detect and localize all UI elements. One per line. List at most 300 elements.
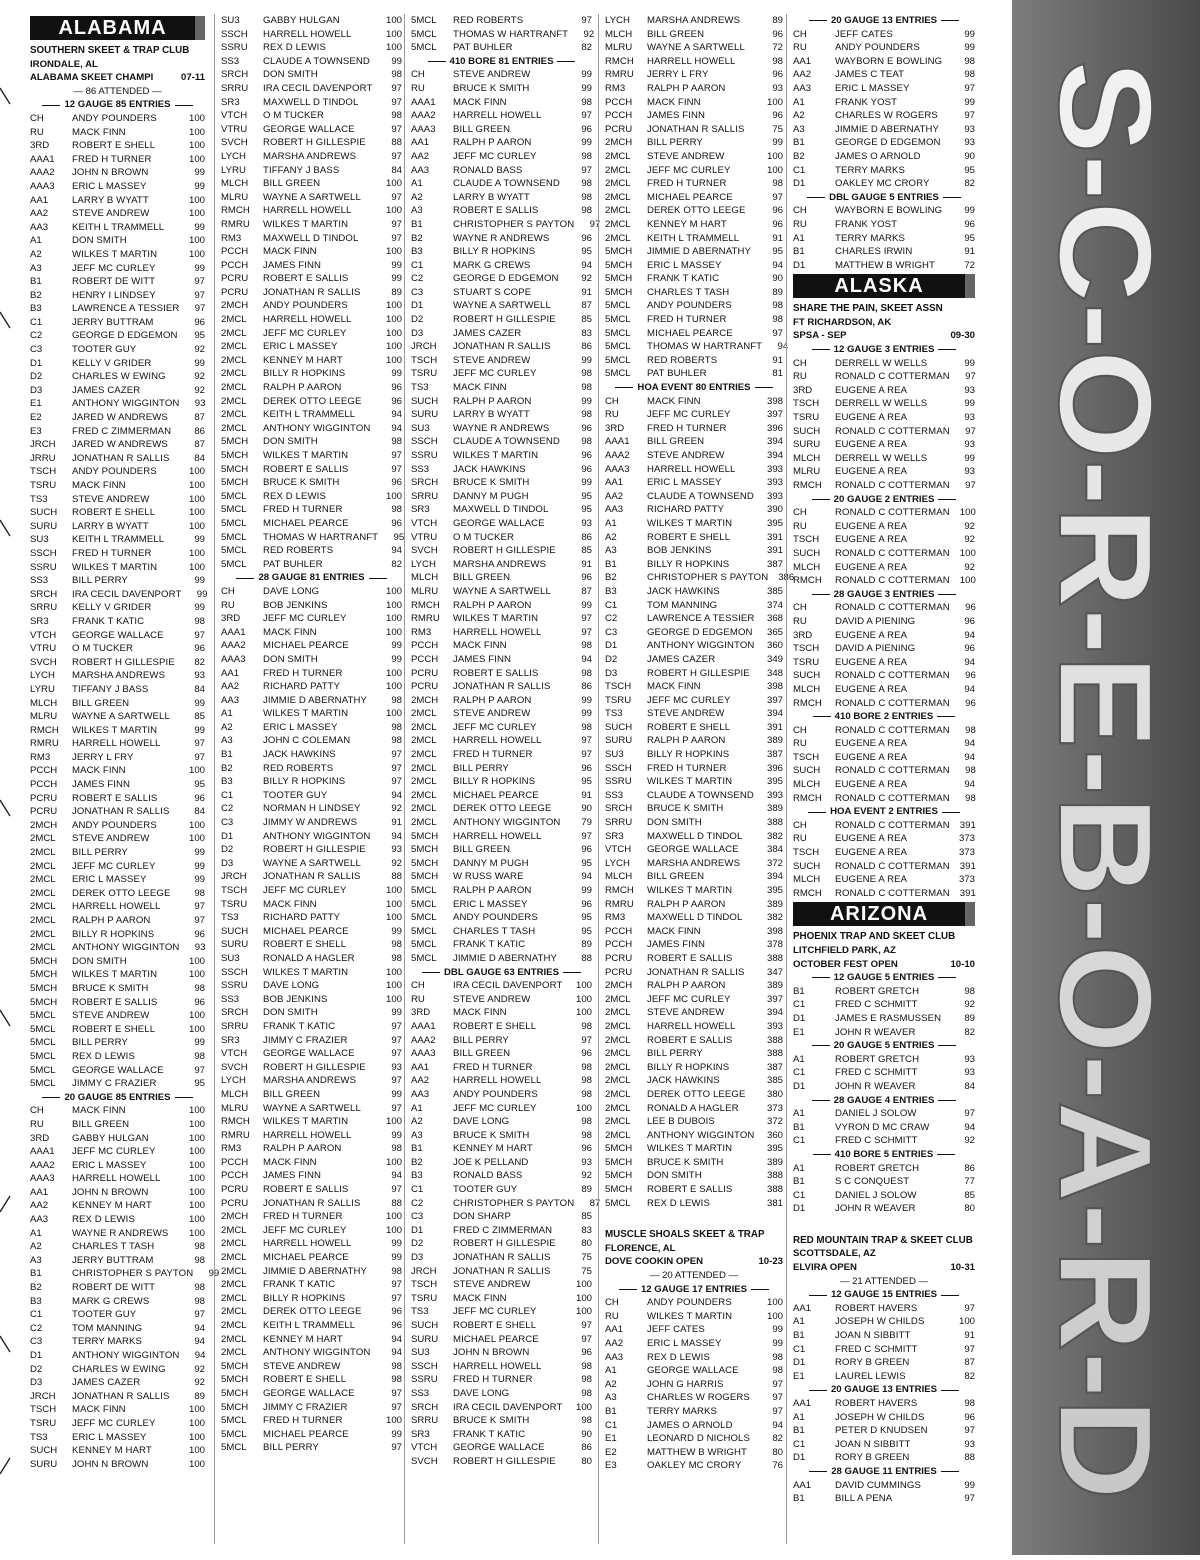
class-code: B1: [411, 1143, 423, 1155]
shooter-name: FRED H TURNER: [72, 153, 152, 165]
class-code: SRRU: [411, 1415, 439, 1427]
result-row: [30, 180, 205, 194]
result-row: [221, 449, 402, 463]
class-code: A3: [30, 262, 42, 274]
result-row: [411, 1265, 592, 1279]
class-code: 2MCL: [605, 1088, 631, 1100]
shooter-name: OAKLEY MC CRORY: [647, 1460, 742, 1472]
class-code: A2: [605, 1378, 617, 1390]
result-row: [793, 1479, 975, 1493]
score: 100: [385, 898, 402, 910]
class-code: SSRU: [605, 776, 632, 788]
score: 82: [391, 558, 402, 570]
score: 97: [391, 1184, 402, 1196]
class-code: RM3: [221, 1143, 242, 1155]
class-code: PCRU: [30, 792, 58, 804]
class-code: RU: [30, 126, 44, 138]
shooter-name: DERRELL W WELLS: [835, 357, 928, 369]
score: 90: [581, 1428, 592, 1440]
result-row: [605, 762, 783, 776]
shooter-name: BILLY R HOPKINS: [72, 928, 155, 940]
result-row: [221, 979, 402, 993]
shooter-name: MAXWELL D TINDOL: [453, 504, 549, 516]
result-row: [221, 191, 402, 205]
shooter-name: ROBERT DE WITT: [72, 1282, 156, 1294]
result-row: [793, 479, 975, 493]
class-code: RMCH: [793, 697, 822, 709]
class-code: SUCH: [411, 395, 439, 407]
shoot-name: DOVE COOKIN OPEN: [605, 1256, 704, 1268]
result-row: [793, 561, 975, 575]
shooter-name: JEFF MC CURLEY: [647, 164, 731, 176]
score: 72: [772, 42, 783, 54]
score: 97: [964, 110, 975, 122]
score: 98: [581, 1129, 592, 1141]
shooter-name: GEORGE WALLACE: [647, 1365, 739, 1377]
score: 92: [194, 344, 205, 356]
shooter-name: CHARLES T TASH: [72, 1241, 155, 1253]
score: 94: [194, 1350, 206, 1361]
class-code: AA3: [605, 504, 624, 516]
event-title: 20 GAUGE 2 ENTRIES: [833, 493, 935, 505]
class-code: C1: [793, 1135, 806, 1147]
shooter-name: ROBERT E SALLIS: [453, 205, 539, 217]
result-row: [605, 1034, 783, 1048]
class-code: RU: [411, 993, 425, 1005]
class-code: LYCH: [605, 15, 630, 26]
shooter-name: BILL PERRY: [72, 847, 128, 859]
class-code: B3: [605, 585, 617, 597]
class-code: 5MCL: [221, 517, 247, 529]
class-code: SS3: [411, 1387, 430, 1399]
score: 388: [766, 817, 783, 829]
shooter-name: THOMAS W HARTRANFT: [647, 341, 763, 353]
result-row: [411, 925, 592, 939]
rule-right: [942, 812, 960, 813]
class-code: SURU: [411, 409, 439, 421]
result-row: [605, 463, 783, 477]
score: 85: [194, 711, 205, 723]
shooter-name: ROBERT E SHELL: [72, 140, 156, 152]
shooter-name: BRUCE K SMITH: [453, 1129, 530, 1141]
result-row: [605, 1074, 783, 1088]
class-code: MLCH: [221, 1088, 249, 1100]
result-row: [605, 123, 783, 137]
class-code: 2MCL: [30, 860, 56, 872]
class-code: 3RD: [793, 629, 813, 641]
result-row: [793, 164, 975, 178]
score: 99: [196, 588, 208, 600]
score: 100: [188, 1173, 205, 1185]
score: 92: [194, 1363, 205, 1375]
class-code: 5MCH: [30, 955, 58, 967]
score: 100: [188, 507, 205, 519]
class-code: 5MCH: [605, 286, 633, 298]
shooter-name: ROBERT H GILLESPIE: [263, 1061, 366, 1073]
score: 97: [964, 1343, 975, 1355]
result-row: [30, 479, 205, 493]
result-row: [793, 887, 975, 901]
class-code: SUCH: [30, 507, 58, 519]
result-row: [411, 734, 592, 748]
shooter-name: WILKES T MARTIN: [263, 450, 349, 461]
score: 97: [581, 110, 592, 122]
shooter-name: BRUCE K SMITH: [453, 82, 530, 94]
class-code: A2: [411, 191, 423, 203]
result-row: [221, 775, 402, 789]
class-code: 2MCL: [411, 776, 437, 788]
score: 382: [766, 830, 783, 842]
result-row: [605, 1419, 783, 1433]
shooter-name: DEREK OTTO LEEGE: [647, 205, 746, 217]
class-code: RMCH: [605, 885, 634, 896]
shooter-name: DANIEL J SOLOW: [835, 1108, 917, 1120]
result-row: [605, 1142, 783, 1156]
shooter-name: CLAUDE A TOWNSEND: [453, 178, 560, 190]
result-row: [30, 1363, 205, 1377]
class-code: E1: [30, 398, 42, 410]
score: 83: [581, 327, 592, 339]
score: 374: [766, 599, 783, 611]
score: 100: [575, 1401, 592, 1413]
score: 80: [772, 1446, 783, 1458]
score: 92: [964, 1135, 975, 1147]
result-row: [411, 911, 592, 925]
shooter-name: KELLY V GRIDER: [72, 357, 152, 369]
shooter-name: WAYNE A SARTWELL: [263, 857, 361, 869]
result-row: [605, 667, 783, 681]
result-row: [30, 669, 205, 683]
result-row: [30, 384, 205, 398]
score: 91: [581, 558, 592, 570]
rule-right: [938, 1045, 956, 1046]
shooter-name: JOE K PELLAND: [453, 1156, 529, 1168]
class-code: C1: [30, 316, 43, 328]
event-header: [793, 493, 975, 507]
shooter-name: FRED H TURNER: [263, 1211, 343, 1223]
shooter-name: JONATHAN R SALLIS: [72, 806, 170, 818]
shooter-name: GEORGE WALLACE: [72, 1064, 164, 1076]
score: 100: [188, 1404, 205, 1416]
score: 96: [581, 898, 592, 910]
result-row: [221, 1346, 402, 1360]
score: 387: [766, 749, 783, 761]
shooter-name: KENNEY M HART: [263, 354, 343, 366]
class-code: 5MCL: [411, 15, 437, 26]
shooter-name: JEFF MC CURLEY: [263, 1224, 347, 1236]
class-code: 5MCL: [605, 341, 631, 353]
shooter-name: FRED C SCHMITT: [835, 1135, 918, 1147]
score: 97: [964, 1425, 975, 1437]
class-code: LYCH: [605, 857, 630, 869]
result-row: [30, 1349, 205, 1363]
shooter-name: MACK FINN: [72, 126, 126, 138]
score: 365: [766, 626, 783, 638]
class-code: B1: [793, 1425, 805, 1437]
shooter-name: BILL GREEN: [647, 436, 705, 448]
shooter-name: JARED W ANDREWS: [72, 412, 168, 424]
class-code: TSCH: [411, 354, 438, 366]
shooter-name: BILL GREEN: [647, 28, 705, 40]
result-row: [793, 792, 975, 806]
result-row: [221, 272, 402, 286]
score: 97: [194, 629, 205, 641]
shooter-name: JAMES E RASMUSSEN: [835, 1012, 942, 1024]
rule-left: [812, 594, 830, 595]
result-row: [30, 1267, 220, 1281]
score: 98: [391, 1143, 402, 1155]
score: 82: [964, 178, 975, 190]
shooter-name: RONALD C COTTERMAN: [835, 887, 950, 899]
class-code: SR3: [221, 96, 240, 108]
class-code: 5MCL: [30, 1064, 56, 1076]
shooter-name: MARSHA ANDREWS: [453, 558, 547, 570]
class-code: SVCH: [221, 137, 248, 149]
result-row: [30, 1077, 205, 1091]
class-code: 5MCH: [605, 273, 633, 285]
result-row: [221, 1047, 402, 1061]
score: 100: [188, 833, 205, 845]
result-row: [793, 55, 975, 69]
shooter-name: EUGENE A REA: [835, 683, 908, 695]
class-code: B3: [221, 776, 233, 788]
event-header: [30, 1091, 205, 1105]
result-row: [30, 547, 205, 561]
result-row: [221, 123, 402, 137]
result-row: [411, 381, 592, 395]
class-code: AAA3: [605, 463, 630, 475]
class-code: PCRU: [411, 667, 439, 679]
score: 100: [385, 708, 402, 720]
shooter-name: JAMES C TEAT: [835, 69, 905, 81]
class-code: A2: [411, 1116, 423, 1128]
class-code: AAA2: [30, 1159, 55, 1171]
result-row: [793, 1424, 975, 1438]
class-code: A3: [605, 545, 617, 557]
event-header: [605, 381, 783, 395]
score: 93: [194, 398, 206, 410]
result-row: [221, 734, 402, 748]
score: 93: [964, 384, 975, 396]
shooter-name: PETER D KNUDSEN: [835, 1425, 928, 1437]
shooter-name: STEVE ANDREW: [72, 833, 150, 845]
shooter-name: MARSHA ANDREWS: [263, 1075, 357, 1087]
class-code: 2MCL: [605, 1007, 631, 1019]
shooter-name: MICHAEL PEARCE: [647, 191, 733, 203]
result-row: [793, 1053, 975, 1067]
class-code: SVCH: [411, 1455, 438, 1467]
score: 388: [766, 1170, 783, 1182]
result-row: [411, 1088, 592, 1102]
score: 384: [766, 844, 783, 856]
class-code: 2MCL: [30, 887, 56, 899]
banner-text: S-C-O-R-E-B-O-A-R-D: [1032, 60, 1179, 1410]
score: 87: [581, 585, 592, 597]
event-header: [793, 191, 975, 205]
class-code: 3RD: [793, 384, 813, 396]
event-title: 410 BORE 81 ENTRIES: [449, 55, 554, 67]
shooter-name: JIMMIE D ABERNATHY: [453, 952, 557, 964]
score: 92: [964, 999, 975, 1011]
class-code: 5MCL: [221, 1428, 247, 1440]
class-code: C3: [411, 1211, 424, 1223]
result-row: [605, 164, 783, 178]
shooter-name: FRED H TURNER: [647, 762, 727, 774]
score: 390: [766, 504, 783, 516]
result-row: [30, 1199, 205, 1213]
score: 98: [194, 1241, 205, 1253]
score: 84: [194, 452, 205, 464]
shooter-name: STEVE ANDREW: [647, 450, 725, 461]
state-header: ALASKA: [793, 274, 975, 298]
result-row: [605, 1432, 783, 1446]
result-row: [411, 449, 592, 463]
result-row: [30, 697, 205, 711]
shooter-name: JAMES FINN: [647, 939, 706, 951]
rule-left: [809, 20, 827, 21]
class-code: SURU: [30, 520, 58, 532]
result-row: [605, 503, 783, 517]
shooter-name: RONALD C COTTERMAN: [835, 670, 950, 682]
result-row: [30, 968, 205, 982]
result-row: [221, 476, 402, 490]
class-code: RU: [793, 371, 807, 383]
class-code: AA1: [793, 1398, 812, 1409]
class-code: 5MCL: [221, 490, 247, 502]
result-row: [221, 150, 402, 164]
result-row: [30, 887, 205, 901]
result-row: [605, 544, 783, 558]
result-row: [605, 830, 783, 844]
score: 99: [391, 55, 402, 67]
class-code: B1: [411, 218, 423, 230]
result-row: [605, 884, 783, 898]
result-row: [30, 1322, 205, 1336]
result-row: [221, 490, 402, 504]
score: 97: [194, 901, 205, 913]
score: 98: [581, 1374, 592, 1386]
class-code: RM3: [30, 751, 51, 763]
score: 100: [188, 1132, 205, 1144]
score: 382: [766, 912, 783, 924]
result-row: [605, 150, 783, 164]
shooter-name: BILLY R HOPKINS: [453, 776, 536, 788]
event-title: 12 GAUGE 3 ENTRIES: [833, 344, 935, 356]
class-code: A1: [30, 1227, 42, 1239]
shoot-date: 07-11: [180, 72, 205, 84]
score: 98: [391, 939, 402, 951]
shooter-name: ROBERT H GILLESPIE: [647, 667, 750, 679]
shooter-name: FRED H TURNER: [263, 1415, 343, 1427]
score: 94: [391, 1170, 402, 1182]
class-code: RU: [793, 520, 807, 532]
class-code: 2MCL: [605, 150, 631, 162]
shooter-name: S C CONQUEST: [835, 1176, 910, 1188]
score: 98: [581, 640, 592, 652]
class-code: MLRU: [411, 585, 439, 597]
result-row: [221, 762, 402, 776]
score: 92: [581, 273, 592, 285]
score: 97: [581, 613, 592, 625]
class-code: MLCH: [605, 28, 633, 40]
score: 94: [964, 656, 975, 668]
result-row: [411, 558, 592, 572]
result-row: [221, 313, 402, 327]
class-code: 3RD: [30, 140, 50, 152]
result-row: [605, 1020, 783, 1034]
class-code: SVCH: [411, 545, 438, 557]
class-code: 2MCL: [605, 1061, 631, 1073]
result-row: [411, 96, 592, 110]
score: 100: [385, 912, 402, 924]
event-title: 28 GAUGE 3 ENTRIES: [833, 588, 935, 600]
shooter-name: DEREK OTTO LEEGE: [263, 395, 362, 407]
shooter-name: JEFF CATES: [647, 1324, 705, 1336]
result-row: [30, 1023, 205, 1037]
shooter-name: DAVE LONG: [453, 1387, 510, 1399]
shooter-name: BILL GREEN: [453, 572, 511, 584]
result-row: [221, 1210, 402, 1224]
class-code: SUCH: [221, 925, 249, 937]
class-code: 2MCL: [221, 354, 247, 366]
result-row: [30, 302, 205, 316]
result-row: [793, 1329, 975, 1343]
shooter-name: JONATHAN R SALLIS: [453, 681, 551, 693]
shooter-name: RALPH P AARON: [263, 382, 342, 394]
club-location: FLORENCE, AL: [605, 1242, 676, 1254]
class-code: AAA2: [605, 450, 630, 461]
class-code: RMCH: [411, 599, 440, 611]
result-row: [793, 615, 975, 629]
class-code: 2MCL: [221, 1224, 247, 1236]
score: 98: [391, 735, 402, 747]
score: 98: [391, 436, 402, 448]
score: 93: [391, 1061, 402, 1073]
shooter-name: WAYNE A SARTWELL: [263, 1102, 361, 1114]
score: 100: [385, 314, 402, 326]
result-row: [221, 96, 402, 110]
class-code: TSRU: [411, 1292, 438, 1304]
shooter-name: OAKLEY MC CRORY: [835, 178, 930, 190]
shooter-name: FRANK T KATIC: [647, 273, 720, 285]
result-row: [605, 272, 783, 286]
result-row: [221, 1156, 402, 1170]
class-code: TSRU: [605, 694, 632, 706]
shooter-name: RICHARD PATTY: [263, 912, 341, 924]
class-code: SVCH: [30, 656, 57, 668]
result-row: [411, 435, 592, 449]
score: 98: [194, 1050, 205, 1062]
score: 100: [188, 1458, 205, 1470]
result-row: [793, 68, 975, 82]
shooter-name: WAYNE R ANDREWS: [453, 232, 550, 244]
shooter-name: ANDY POUNDERS: [72, 112, 157, 124]
shooter-name: JOAN N SIBBITT: [835, 1438, 911, 1450]
shoot-name-date: [793, 958, 975, 972]
score: 92: [964, 534, 975, 546]
score: 100: [188, 1146, 205, 1158]
class-code: SUCH: [793, 425, 821, 437]
shooter-name: ROBERT DE WITT: [72, 276, 156, 288]
rule-right: [563, 972, 581, 973]
score: 98: [391, 110, 402, 122]
score: 96: [581, 572, 592, 584]
result-row: [221, 653, 402, 667]
class-code: TS3: [221, 912, 239, 924]
class-code: AA2: [30, 208, 49, 220]
result-row: [793, 1162, 975, 1176]
result-row: [221, 816, 402, 830]
